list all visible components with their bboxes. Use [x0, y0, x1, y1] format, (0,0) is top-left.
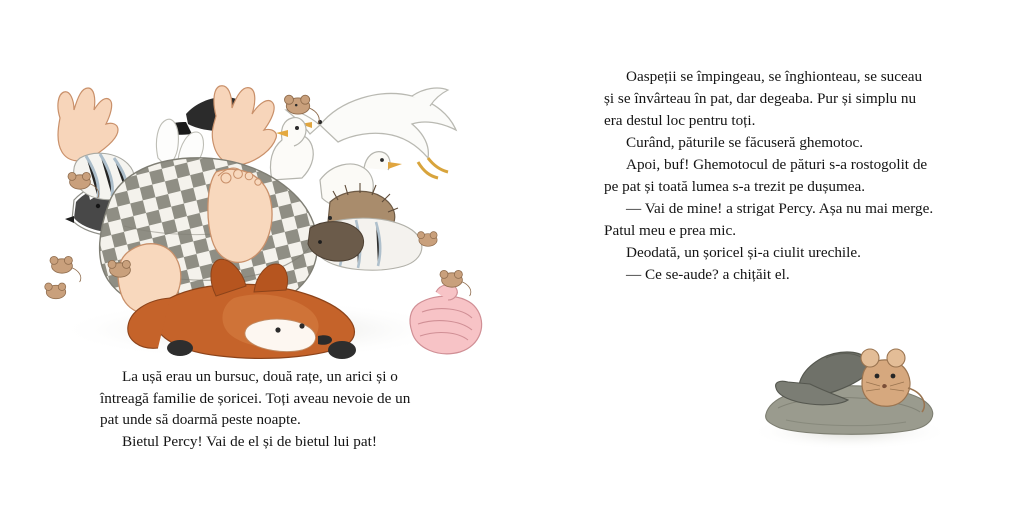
right-page-text — [604, 66, 934, 286]
hot-water-bottle-icon — [410, 285, 482, 354]
right-page — [512, 0, 1024, 524]
left-paragraph-1: La ușă erau un bursuc, două rațe, un arici și o întreagă familie de șoricei. Toți aveau nevoie de un pat unde să doarmă peste noapte. — [100, 368, 411, 429]
right-paragraph-6: — Ce se-aude? a chițăit el. — [626, 266, 790, 284]
sleeping-animal-icon — [308, 218, 422, 270]
right-paragraph-4: — Vai de mine! a strigat Percy. Așa nu mai merge. Patul meu e prea mic. — [604, 200, 934, 240]
mouse-in-hat-illustration — [730, 310, 960, 455]
left-paragraph-2: Bietul Percy! Vai de el și de bietul lui pat! — [122, 432, 377, 450]
right-paragraph-3: Apoi, buf! Ghemotocul de pături s-a rostogolit de pe pat și toată lumea s-a trezit pe dușumea. — [604, 156, 928, 196]
right-paragraph-5: Deodată, un șoricel și-a ciulit urechile. — [626, 244, 861, 262]
left-page-text — [100, 366, 430, 452]
right-paragraph-1: Oaspeții se împingeau, se înghionteau, se suceau și se învârteau în pat, dar degeaba. Pur și simplu nu era destul loc pentru toți. — [604, 68, 923, 130]
percy-bed-crowd-illustration — [20, 30, 500, 360]
right-paragraph-2: Curând, păturile se făcuseră ghemotoc. — [626, 134, 864, 152]
